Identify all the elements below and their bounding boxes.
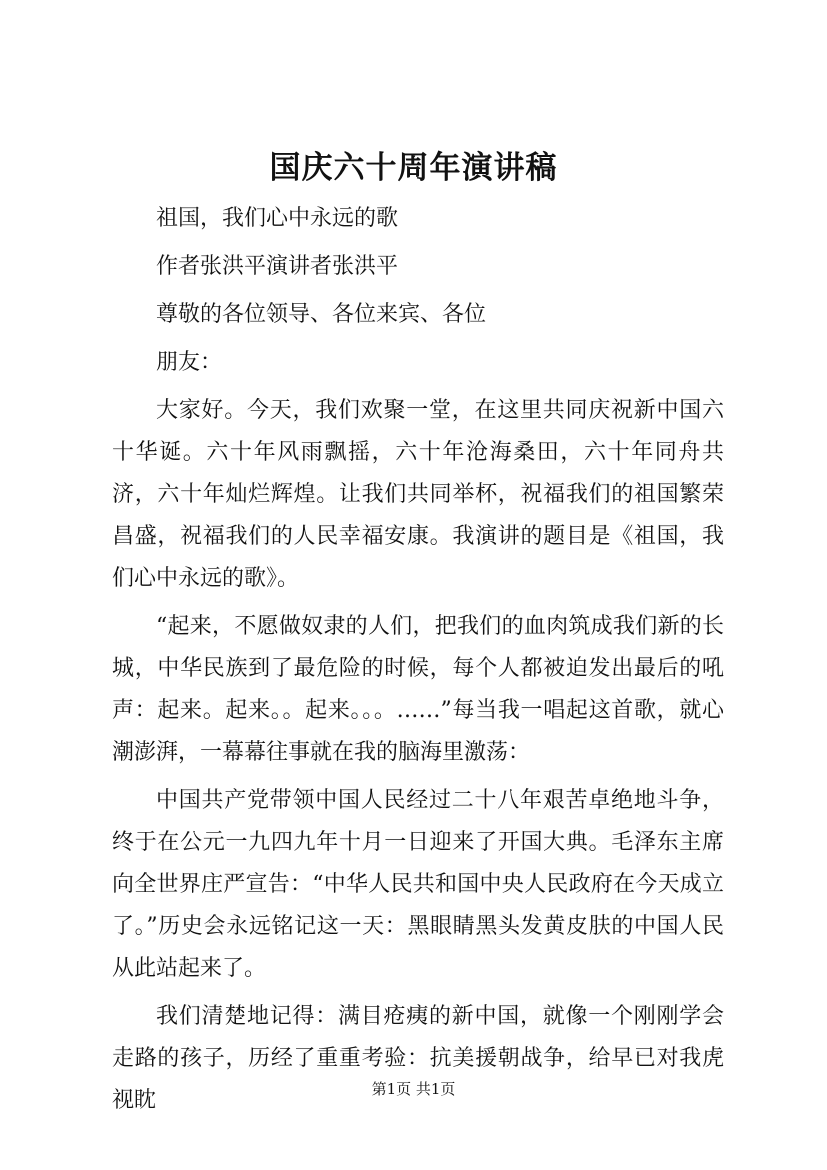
author-line: 作者张洪平演讲者张洪平 [156,254,399,279]
paragraph-4: 我们清楚地记得：满目疮痍的新中国，就像一个刚刚学会走路的孩子，历经了重重考验：抗美援朝战争，给早已对我虎视眈 [112,1004,724,1113]
page-footer: 第1页 共1页 [371,1080,456,1098]
salutation-line-1: 尊敬的各位领导、各位来宾、各位 [156,302,487,327]
paragraph-3: 中国共产党带领中国人民经过二十八年艰苦卓绝地斗争，终于在公元一九四九年十月一日迎来了开国大典。毛泽东主席向全世界庄严宣告：“中华人民共和国中央人民政府在今天成立了。”历史会永远铭记这一天：黑眼睛黑头发黄皮肤的中国人民从此站起来了。 [112,788,724,981]
speech-subtitle: 祖国，我们心中永远的歌 [156,206,399,231]
salutation-line-2: 朋友： [156,350,223,375]
paragraph-1: 大家好。今天，我们欢聚一堂，在这里共同庆祝新中国六十华诞。六十年风雨飘摇，六十年沧海桑田，六十年同舟共济，六十年灿烂辉煌。让我们共同举杯，祝福我们的祖国繁荣昌盛，祝福我们的人民幸福安康。我演讲的题目是《祖国，我们心中永远的歌》。 [112,398,724,591]
document-body [112,198,724,1122]
document-title: 国庆六十周年演讲稿 [269,150,558,186]
paragraph-2: “起来，不愿做奴隶的人们，把我们的血肉筑成我们新的长城，中华民族到了最危险的时候，每个人都被迫发出最后的吼声：起来。起来。。起来。。。……”每当我一唱起这首歌，就心潮澎湃，一幕幕往事就在我的脑海里激荡： [112,614,724,765]
